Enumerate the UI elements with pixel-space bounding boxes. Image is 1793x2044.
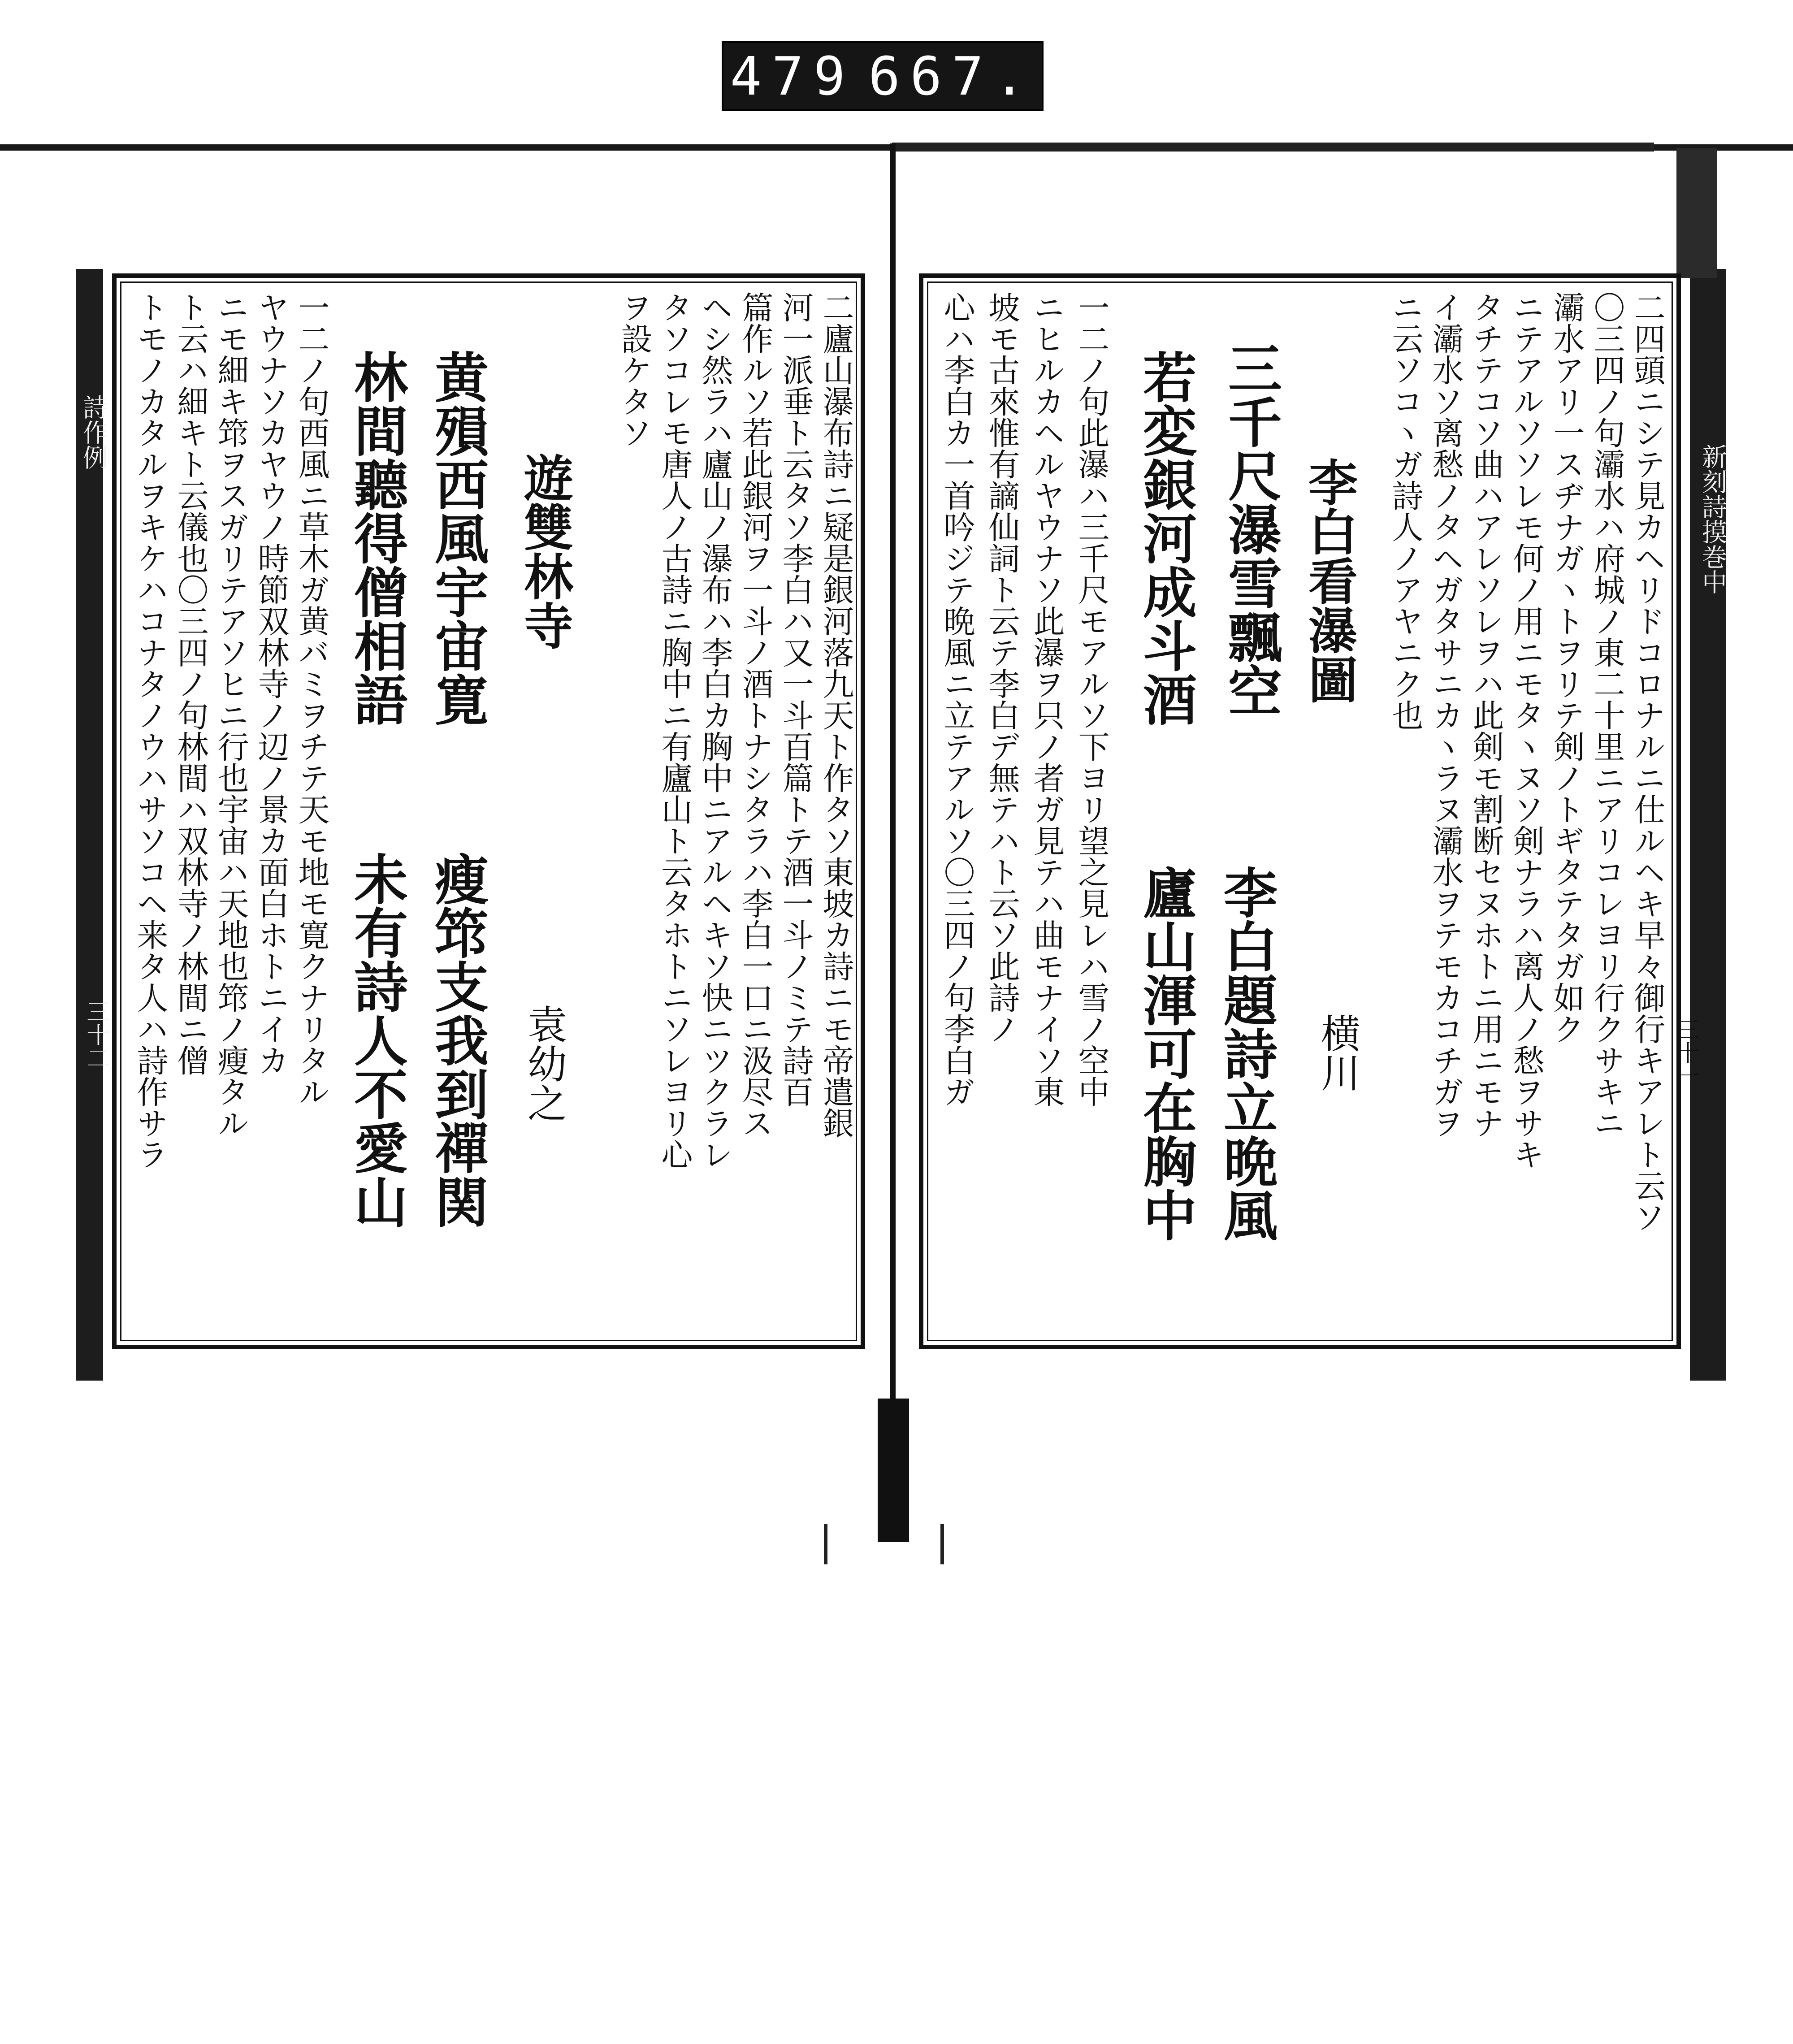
left-commentary-column: 一二ノ句西風ニ草木ガ黄バミヲチテ天モ地モ寛クナリタル	[293, 291, 330, 1107]
right-prose-column: 二四頭ニシテ見カヘリドコロナルニ仕ルヘキ早々御行キアレト云ソ	[1629, 291, 1666, 1233]
left-poem-line: 未有詩人不愛山	[345, 852, 408, 1228]
right-commentary-column: 坡モ古來惟有謫仙詞ト云テ李白デ無テハト云ソ此詩ノ	[983, 291, 1020, 1044]
right-prose-column: ニテアルソソレモ何ノ用ニモタヽヌソ剣ナラハ离人ノ愁ヲサキ	[1508, 291, 1545, 1170]
page-top-edge-right	[892, 143, 1654, 152]
left-prose-column: 二廬山瀑布詩ニ疑是銀河落九天ト作タソ東坡カ詩ニモ帝遣銀	[818, 291, 854, 1139]
left-prose-column: 河一派垂ト云タソ李白ハ又一斗百篇トテ酒一斗ノミテ詩百	[777, 291, 814, 1107]
left-margin-book-title: 詩作例	[79, 394, 108, 470]
right-poem-author: 横川	[1315, 1013, 1361, 1092]
left-poem-title: 遊雙林寺	[516, 453, 574, 650]
left-poem-line: 瘦筇支我到禪関	[426, 852, 489, 1228]
left-commentary-column: ト云ハ細キト云儀也〇三四ノ句林間ハ双林寺ノ林間ニ僧	[172, 291, 209, 1076]
right-prose-column: ニ云ソコヽガ詩人ノアヤニク也	[1387, 291, 1424, 731]
left-prose-column: タソコレモ唐人ノ古詩ニ胸中ニ有廬山ト云タホトニソレヨリ心	[656, 291, 693, 1170]
right-poem-line: 三千尺瀑雪飄空	[1219, 341, 1282, 717]
catalogue-number-right: 667.	[868, 45, 1035, 107]
right-page-corner-shadow	[1676, 148, 1717, 278]
left-page-number: 三十二	[82, 1000, 109, 1070]
left-poem-line: 黄殞西風宇宙寛	[426, 350, 489, 726]
right-poem-line: 若変銀河成斗酒	[1134, 350, 1197, 726]
right-prose-column: タチテコソ曲ハアレソレヲハ此剣モ割断セヌホトニ用ニモナ	[1468, 291, 1504, 1139]
right-prose-column: 灞水アリ一スヂナガヽトヲリテ剣ノトギタテタガ如ク	[1548, 291, 1585, 1044]
catalogue-number-left: 479	[730, 45, 855, 107]
left-commentary-column: トモノカタルヲキケハコナタノウハサソコヘ来タ人ハ詩作サラ	[132, 291, 169, 1170]
right-commentary-column: 一二ノ句此瀑ハ三千尺モアルソ下ヨリ望之見レハ雪ノ空中	[1073, 291, 1110, 1107]
spine-foot-line	[940, 1524, 944, 1564]
right-poem-line: 廬山渾可在胸中	[1134, 865, 1197, 1242]
left-commentary-column: ニモ細キ筇ヲスガリテアソヒニ行也宇宙ハ天地也筇ノ瘦タル	[212, 291, 249, 1139]
spine-foot-line	[824, 1524, 827, 1564]
left-commentary-column: ヤウナソカヤウノ時節双林寺ノ辺ノ景カ面白ホトニイカ	[253, 291, 290, 1076]
right-poem-title: 李白看瀑圖	[1300, 457, 1358, 704]
right-page-number: 三十一	[1672, 1018, 1699, 1087]
spine-binding	[878, 1399, 909, 1542]
left-prose-column: 篇作ルソ若此銀河ヲ一斗ノ酒トナシタラハ李白一口ニ汲尽ス	[737, 291, 774, 1139]
right-margin-book-title: 新刻詩摸巻中	[1698, 444, 1727, 594]
right-commentary-column: ニヒルカヘルヤウナソ此瀑ヲ只ノ者ガ見テハ曲モナイソ東	[1028, 291, 1065, 1107]
catalogue-number-label	[722, 41, 1044, 111]
right-prose-column: イ灞水ソ离愁ノタヘガタサニカヽラヌ灞水ヲテモカコチガヲ	[1427, 291, 1464, 1139]
right-prose-column: 〇三四ノ句灞水ハ府城ノ東二十里ニアリコレヨリ行クサキニ	[1589, 291, 1625, 1139]
left-prose-column: ヲ設ケタソ	[616, 291, 653, 448]
right-commentary-column: 心ハ李白カ一首吟ジテ晩風ニ立テアルソ〇三四ノ句李白ガ	[939, 291, 975, 1107]
left-prose-column: ヘシ然ラハ廬山ノ瀑布ハ李白カ胸中ニアルヘキソ快ニツクラレ	[697, 291, 733, 1170]
right-poem-line: 李白題詩立晩風	[1215, 865, 1278, 1242]
left-poem-author: 袁幼之	[521, 1004, 567, 1122]
book-spine	[890, 143, 896, 1488]
left-poem-line: 林間聽得僧相語	[345, 350, 408, 726]
